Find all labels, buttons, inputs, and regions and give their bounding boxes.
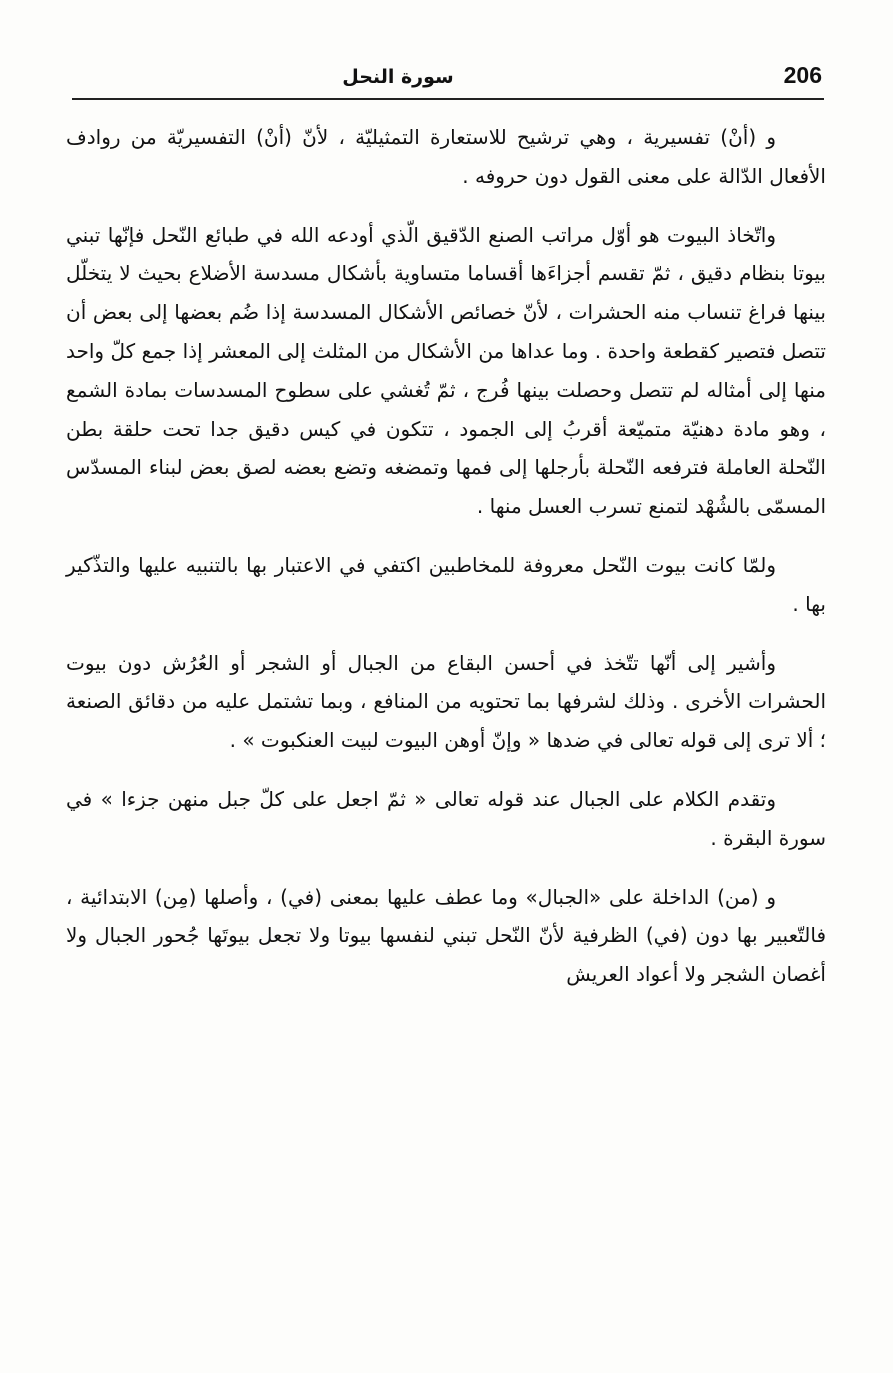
paragraph: واتّخاذ البيوت هو أوّل مراتب الصنع الدّقيق الّذي أودعه الله في طبائع النّحل فإنّها تبني بيوتا بنظام دقيق ، ثمّ تقسم أجزاءَها أقساما متساوية بأشكال مسدسة الأضلاع بحيث لا يتخلّل بينها فراغ تنساب منه الحشرات ، لأنّ خصائص الأشكال المسدسة إذا ضُم بعضها إلى بعض أن تتصل فتصير كقطعة واحدة . وما عداها من الأشكال من المثلث إلى المعشر إذا جمع كلّ واحد منها إلى أمثاله لم تتصل وحصلت بينها فُرج ، ثمّ تُغشي على سطوح المسدسات بمادة الشمع ، وهو مادة دهنيّة متميّعة أقربُ إلى الجمود ، تتكون في كيس دقيق جدا تحت حلقة بطن النّحلة العاملة فترفعه النّحلة بأرجلها إلى فمها وتمضغه وتضع بعضه لصق بعض لبناء المسدّس المسمّى بالشُهْد لتمنع تسرب العسل منها . (66, 222, 826, 519)
paragraph: وأشير إلى أنّها تتّخذ في أحسن البقاع من الجبال أو الشجر أو العُرُش دون بيوت الحشرات الأخرى . وذلك لشرفها بما تحتويه من المنافع ، وبما تشتمل عليه من دقائق الصنعة ؛ ألا ترى إلى قوله تعالى في ضدها « وإنّ أوهن البيوت لبيت العنكبوت » . (66, 650, 826, 753)
paragraph: وتقدم الكلام على الجبال عند قوله تعالى « ثمّ اجعل على كلّ جبل منهن جزءا » في سورة البقرة . (66, 786, 826, 850)
paragraph: و (أنْ) تفسيرية ، وهي ترشيح للاستعارة التمثيليّة ، لأنّ (أنْ) التفسيريّة من روادف الأفعال الدّالة على معنى القول دون حروفه . (66, 125, 826, 188)
body-text (66, 118, 826, 994)
running-title: سورة النحل (342, 66, 454, 88)
page-header (72, 58, 824, 100)
paragraph: ولمّا كانت بيوت النّحل معروفة للمخاطبين اكتفي في الاعتبار بها بالتنبيه عليها والتذّكير بها . (66, 552, 826, 616)
paragraph: و (من) الداخلة على «الجبال» وما عطف عليها بمعنى (في) ، وأصلها (مِن) الابتدائية ، فالتّعبير بها دون (في) الظرفية لأنّ النّحل تبني لنفسها بيوتا ولا تجعل بيوتَها جُحور الجبال ولا أغصان الشجر ولا أعواد العريش (66, 884, 826, 987)
page-number: 206 (783, 62, 822, 88)
